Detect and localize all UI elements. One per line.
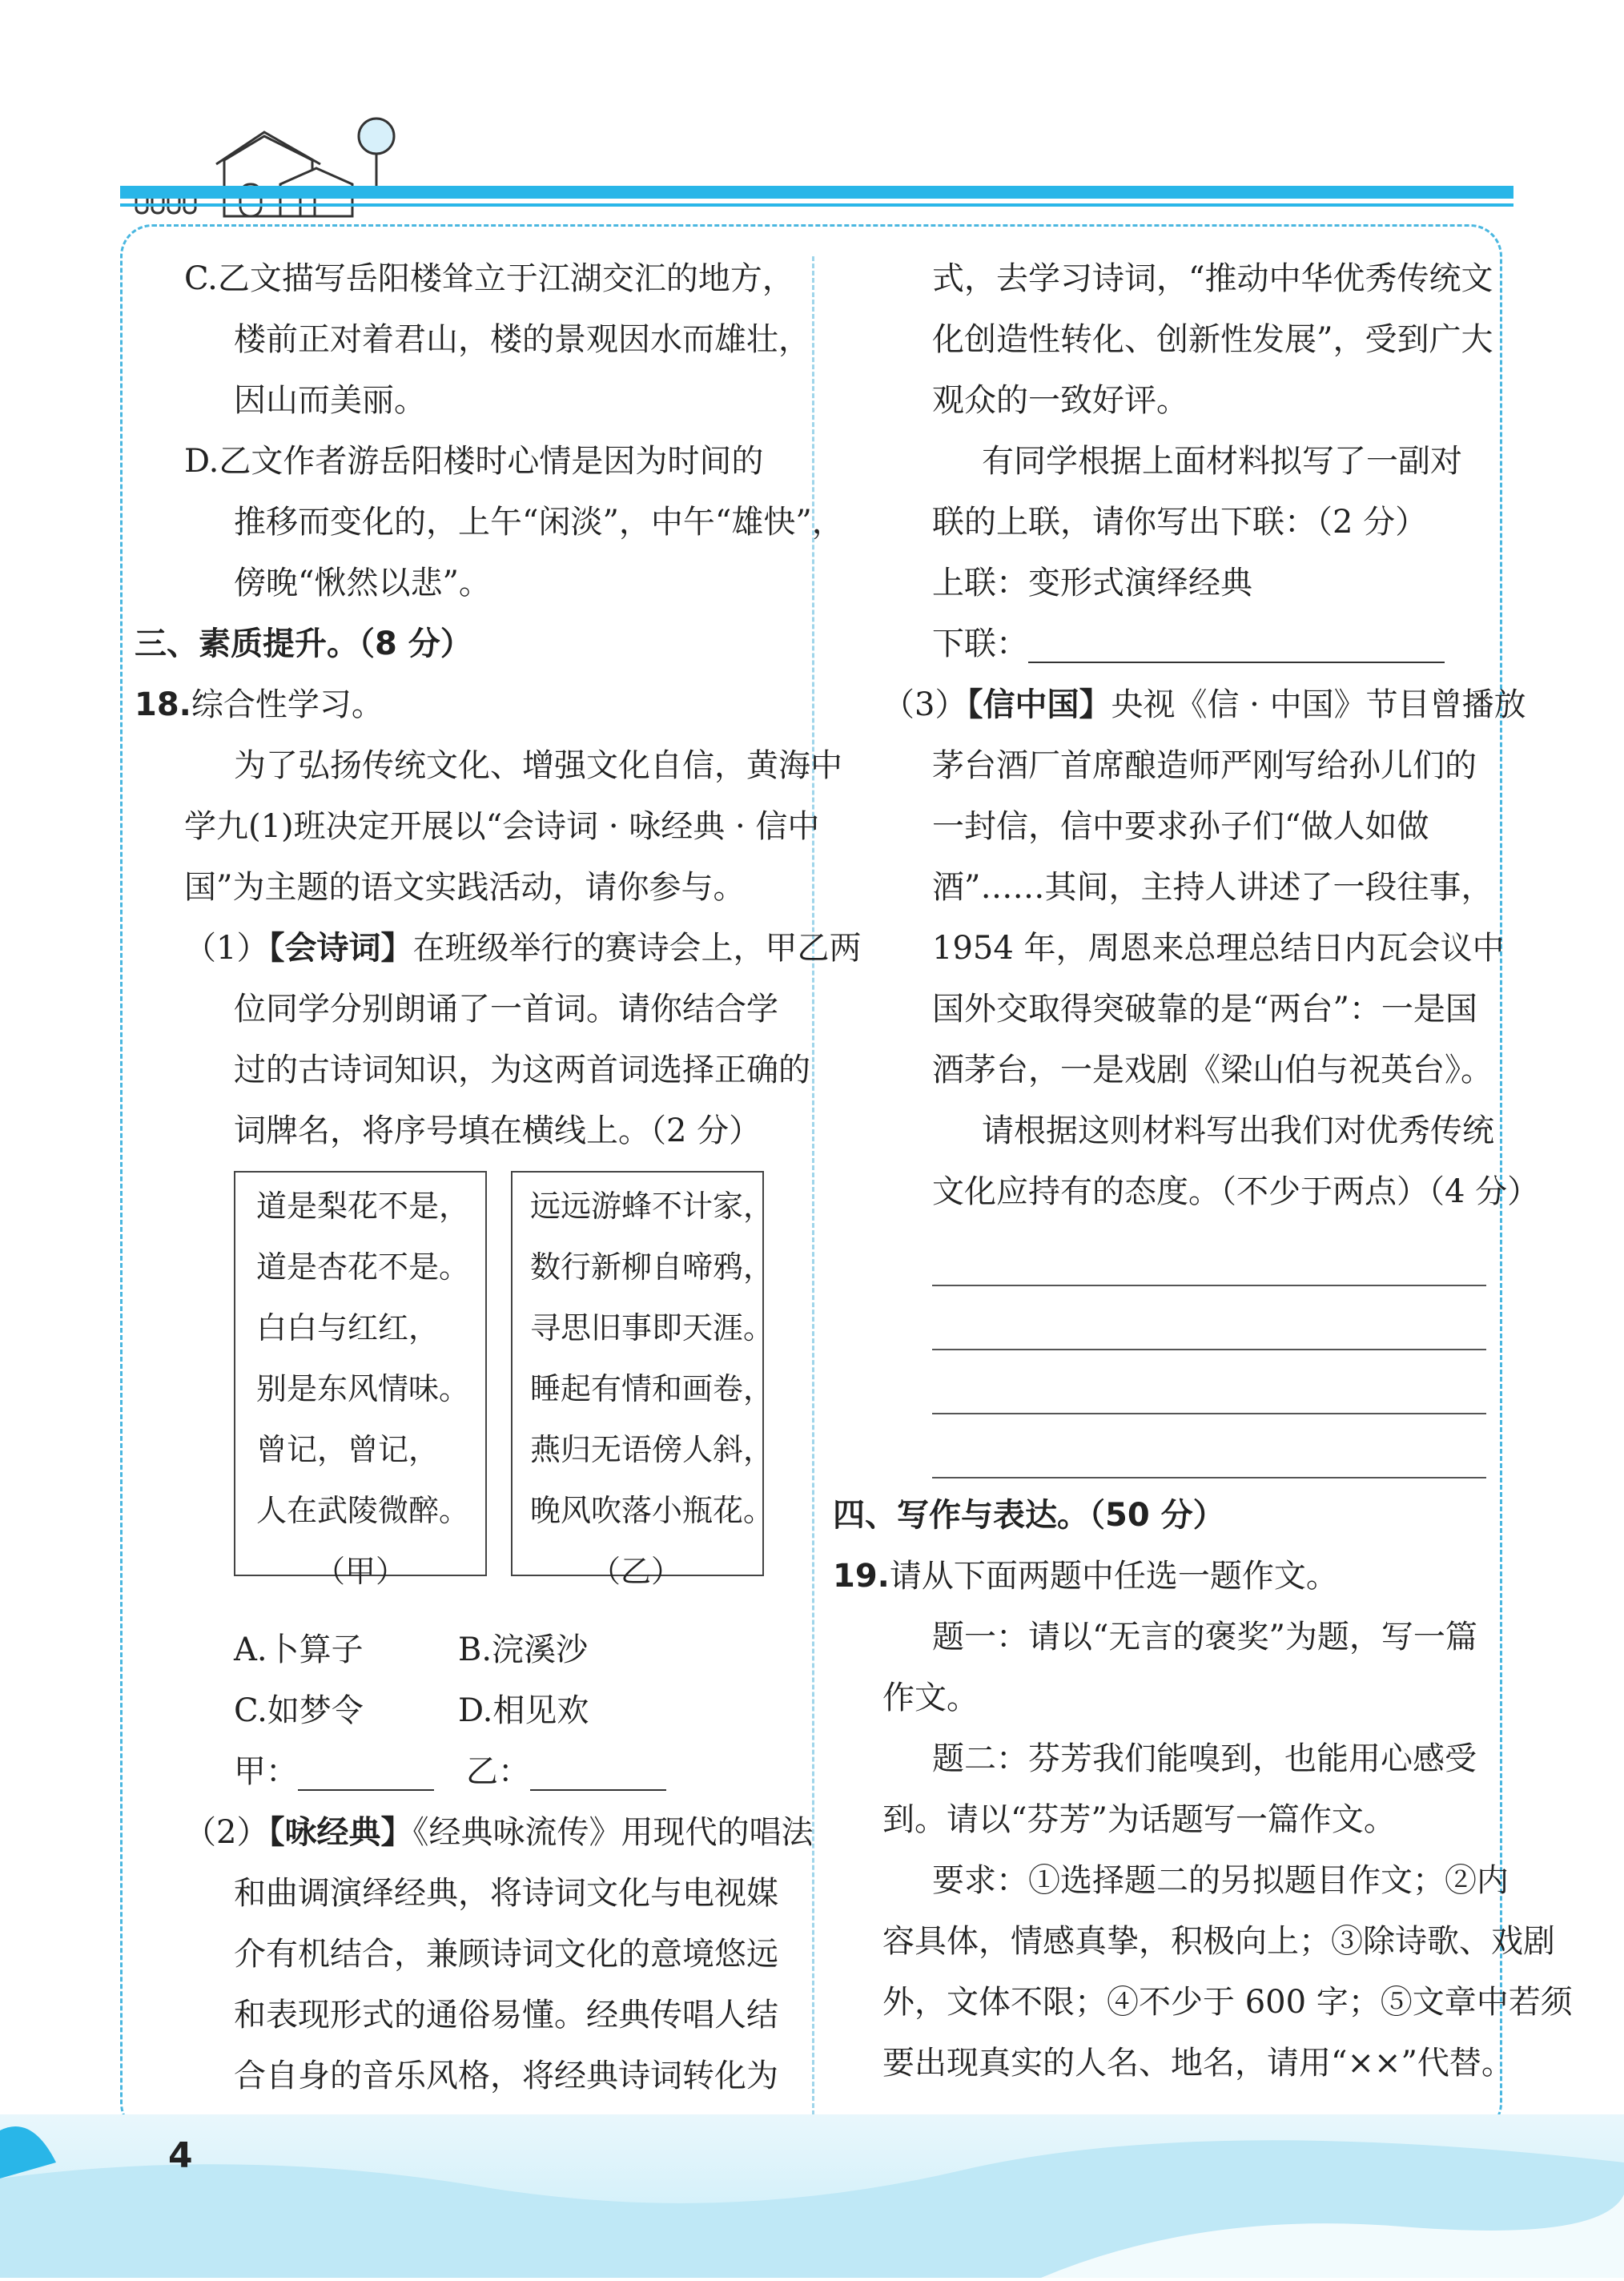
question-19-number: 19. [833, 1558, 890, 1595]
options-row-1 [135, 1619, 791, 1680]
q18-intro-line-1: 为了弘扬传统文化、增强文化自信，黄海中 [234, 747, 842, 784]
question-18-heading [135, 674, 791, 735]
sub2-line-5: 合自身的音乐风格，将经典诗词转化为 [234, 2058, 778, 2094]
poem-yi-line: 远远游蜂不计家， [530, 1189, 774, 1224]
option-c-line-3: 因山而美丽。 [234, 382, 426, 419]
q19-line-6: 容具体，情感真挚，积极向上；③除诗歌、戏剧 [882, 1923, 1555, 1960]
q19-line-7: 外，文体不限；④不少于 600 字；⑤文章中若须 [882, 1984, 1573, 2021]
sub3-line-6: 国外交取得突破靠的是“两台”：一是国 [932, 991, 1477, 1028]
options-row-2 [135, 1680, 791, 1741]
question-18-title: 综合性学习。 [191, 686, 384, 723]
header-bar [120, 186, 1513, 199]
q19-line-8: 要出现真实的人名、地名，请用“××”代替。 [882, 2045, 1513, 2082]
answer-line-4[interactable] [932, 1414, 1486, 1478]
sub3-text-1: 央视《信 · 中国》节目曾播放 [1111, 686, 1526, 723]
q19-line-3: 题二：芬芳我们能嗅到，也能用心感受 [932, 1740, 1477, 1777]
right-column [833, 248, 1573, 2094]
header-bar-thin [120, 203, 1513, 207]
option-d-line-1: D.乙文作者游岳阳楼时心情是因为时间的 [184, 443, 764, 480]
poem-jia-line: 人在武陵微醉。 [256, 1493, 470, 1528]
sub3-task-line-1: 请根据这则材料写出我们对优秀传统 [982, 1112, 1494, 1149]
sub1-text-1: 在班级举行的赛诗会上，甲乙两 [412, 930, 862, 967]
section-3-title: 三、素质提升。（8 分） [135, 626, 472, 662]
option-c-line-1: C.乙文描写岳阳楼耸立于江湖交汇的地方， [184, 260, 794, 297]
sub3-number: （3） [882, 686, 967, 723]
sub3-task-line-2: 文化应持有的态度。（不少于两点）（4 分） [932, 1173, 1540, 1210]
q19-line-1: 题一：请以“无言的褒奖”为题，写一篇 [932, 1619, 1477, 1655]
answer-jia-label: 甲： [234, 1753, 298, 1790]
section-4-title: 四、写作与表达。（50 分） [833, 1497, 1225, 1534]
answer-row [135, 1741, 791, 1802]
poem-yi-line: 睡起有情和画卷， [530, 1371, 774, 1406]
couplet-upper [833, 553, 1489, 613]
question-18-number: 18. [135, 686, 191, 723]
question-19-title: 请从下面两题中任选一题作文。 [889, 1558, 1338, 1595]
sub2-number: （2） [184, 1814, 269, 1851]
sub2-task-line-1: 有同学根据上面材料拟写了一副对 [982, 443, 1462, 480]
wave-illustration [0, 2114, 1624, 2278]
poem-jia-box [234, 1171, 487, 1589]
couplet-upper-text: 变形式演绎经典 [1028, 565, 1252, 601]
footer-wave-background [0, 2114, 1624, 2278]
sub2-text-1: 《经典咏流传》用现代的唱法 [412, 1814, 814, 1851]
answer-yi-label: 乙： [466, 1753, 530, 1790]
sub2-task-line-2: 联的上联，请你写出下联：（2 分） [932, 504, 1428, 541]
sub3-line-2: 茅台酒厂首席酿造师严刚写给孙儿们的 [932, 747, 1477, 784]
sub1-line-3: 过的古诗词知识，为这两首词选择正确的 [234, 1052, 810, 1088]
sub2-line-1 [135, 1802, 814, 1863]
sub1-tag: 【会诗词】 [268, 930, 413, 967]
option-c-line-2: 楼前正对着君山，楼的景观因水而雄壮， [234, 321, 810, 358]
couplet-lower [833, 613, 1489, 674]
option-d: D.相见欢 [458, 1692, 589, 1729]
sub1-line-4: 词牌名，将序号填在横线上。（2 分） [234, 1112, 762, 1149]
sub3-line-5: 1954 年，周恩来总理总结日内瓦会议中 [932, 930, 1505, 967]
q18-intro-line-2: 学九(1)班决定开展以“会诗词 · 咏经典 · 信中 [184, 808, 820, 845]
poem-yi-line: 燕归无语傍人斜， [530, 1432, 774, 1467]
poem-yi-line: 寻思旧事即天涯。 [530, 1310, 774, 1346]
sub1-line-1 [135, 918, 862, 979]
sub2-cont-line-1: 式，去学习诗词，“推动中华优秀传统文 [932, 260, 1493, 297]
sub2-line-3: 介有机结合，兼顾诗词文化的意境悠远 [234, 1936, 778, 1973]
poem-yi-line: 晚风吹落小瓶花。 [530, 1493, 774, 1528]
couplet-upper-label: 上联： [932, 565, 1028, 601]
sub2-cont-line-2: 化创造性转化、创新性发展”，受到广大 [932, 321, 1493, 358]
sub1-line-2: 位同学分别朗诵了一首词。请你结合学 [234, 991, 778, 1028]
option-d-line-3: 傍晚“愀然以悲”。 [234, 565, 491, 601]
sub3-line-4: 酒”……其间，主持人讲述了一段往事， [932, 869, 1493, 906]
poems [135, 1171, 791, 1619]
sub3-line-3: 一封信，信中要求孙子们“做人如做 [932, 808, 1429, 845]
answer-jia-blank[interactable] [298, 1757, 434, 1791]
q18-intro-line-3: 国”为主题的语文实践活动，请你参与。 [184, 869, 746, 906]
poem-jia-line: 道是杏花不是。 [256, 1249, 470, 1285]
q19-line-2: 作文。 [882, 1680, 979, 1716]
option-c: C.如梦令 [234, 1692, 364, 1729]
option-d-line-2: 推移而变化的，上午“闲淡”，中午“雄快”， [234, 504, 844, 541]
poem-jia-line: 道是梨花不是， [256, 1189, 470, 1224]
sub1-number: （1） [184, 930, 269, 967]
option-b: B.浣溪沙 [458, 1631, 589, 1668]
poem-yi-line: 数行新柳自啼鸦， [530, 1249, 774, 1285]
answer-line-1[interactable] [932, 1222, 1486, 1286]
sub2-line-2: 和曲调演绎经典，将诗词文化与电视媒 [234, 1875, 778, 1912]
sub3-line-7: 酒茅台，一是戏剧《梁山伯与祝英台》。 [932, 1052, 1493, 1088]
q19-line-5: 要求：①选择题二的另拟题目作文；②内 [932, 1862, 1509, 1899]
q19-line-4: 到。请以“芬芳”为话题写一篇作文。 [882, 1801, 1396, 1838]
poem-jia-line: 曾记，曾记， [256, 1432, 440, 1467]
poem-yi-caption: （乙） [589, 1554, 681, 1589]
answer-line-3[interactable] [932, 1350, 1486, 1414]
option-a: A.卜算子 [234, 1631, 364, 1668]
sub3-line-1 [833, 674, 1526, 735]
question-19-heading [833, 1546, 1489, 1607]
answer-yi-blank[interactable] [530, 1757, 666, 1791]
sub2-line-4: 和表现形式的通俗易懂。经典传唱人结 [234, 1997, 778, 2034]
answer-line-2[interactable] [932, 1286, 1486, 1350]
sub2-tag: 【咏经典】 [268, 1814, 413, 1851]
poem-jia-line: 白白与红红， [256, 1310, 440, 1346]
sub3-tag: 【信中国】 [967, 686, 1111, 723]
poem-jia-caption: （甲） [314, 1554, 406, 1589]
poem-jia-line: 别是东风情味。 [256, 1371, 470, 1406]
page-number: 4 [168, 2135, 193, 2176]
couplet-lower-label: 下联： [932, 626, 1028, 662]
poem-yi-box [511, 1171, 774, 1589]
couplet-lower-blank[interactable] [1028, 630, 1445, 663]
sub2-cont-line-3: 观众的一致好评。 [932, 382, 1188, 419]
